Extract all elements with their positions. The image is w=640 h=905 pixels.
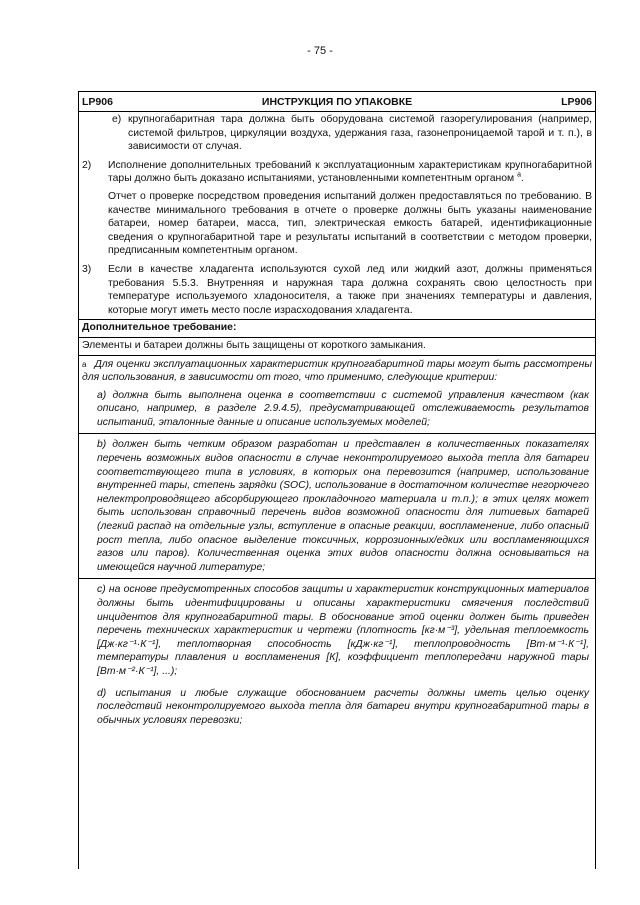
additional-requirement-text: Элементы и батареи должны быть защищены от короткого замыкания. [79,338,595,356]
page-number: - 75 - [307,45,333,57]
footnote-mark: a [82,359,87,369]
footnote-criterion-a: a) должна быть выполнена оценка в соответствии с системой управления качеством (как описано, например, в разделе 2.9.4.5), предусматривающей отслеживаемость результатов испытаний, эталонные данные и описание используемых моделей; [97,389,589,428]
item-3-number: 3) [82,263,92,275]
item-2-paragraph: Отчет о проверке посредством проведения испытаний должен предоставляться по требованию. В качестве минимального требования в отчете о проверке должны быть указаны наименование батареи, номер батареи, масса, тип, электрическая емкость батарей, идентификационные сведения о крупногабаритной таре и результаты испытаний в соответствии с методом проверки, предписанным компетентным органом. [108,190,592,257]
item-2: 2) Исполнение дополнительных требований к эксплуатационным характеристикам крупногабаритной тары должно быть доказано испытаниями, установленными компетентным органом $^a$. [82,159,592,185]
instruction-table [78,91,596,869]
header-code-left: LP906 [82,95,113,108]
footnote-intro [79,356,595,385]
item-e-label: e) [112,114,122,125]
header-title: ИНСТРУКЦИЯ ПО УПАКОВКЕ [261,95,413,108]
requirements-section [79,112,595,320]
footnote-ref: a [517,171,521,179]
item-2-text: Исполнение дополнительных требований к эксплуатационным характеристикам крупногабаритной тары должно быть доказано испытаниями, установленными компетентным органом [108,159,592,185]
item-3 [82,263,592,317]
item-e-text: крупногабаритная тара должна быть оборудована системой газорегулирования (например, системой фильтров, циркуляции воздуха, удержания газа, газонепроницаемой тарой и т. п.), в зависимости от случая. [128,114,592,153]
table-header [79,92,595,112]
header-code-right: LP906 [561,95,592,108]
footnote-criterion-d: d) испытания и любые служащие обоснованием расчеты должны иметь целью оценку последствий неконтролируемого выхода тепла для батареи внутри крупногабаритной тары в обычных условиях перевозки; [97,687,589,726]
item-e [82,113,592,154]
footnote-block [79,356,595,732]
additional-requirement-heading: Дополнительное требование: [79,320,595,338]
footnote-intro-text: Для оценки эксплуатационных характеристик крупногабаритной тары могут быть рассмотрены для использования, в зависимости от того, что применимо, следующие критерии: [82,358,592,384]
footnote-criterion-b: b) должен быть четким образом разработан и представлен в количественных показателях перечень возможных видов опасности в случае неконтролируемого выхода тепла для батареи соответствующего типа в условиях, в которых она перевозится (например, использование внутренней тары, степень зарядки (SOC), использование в достаточном количестве негорючего нелектропроводящего абсорбирующего прокладочного материала и т.п.); в этих целях может быть использован справочный перечень видов возможной опасности для литиевых батарей (легкий распад на отдельные узлы, вступление в опасные реакции, воспламенение, либо опасный рост тепла, либо опасное выделение токсичных, коррозионных/едких или воспламеняющихся газов или паров). Количественная оценка этих видов опасности должна основываться на имеющейся научной литературе; [79,433,595,578]
footnote-criterion-c: c) на основе предусмотренных способов защиты и характеристик конструкционных материалов должны быть идентифицированы и описаны характеристики смягчения последствий инцидентов для крупногабаритной тары. В обоснование этой оценки должен быть приведен перечень технических характеристик и чертежи (плотность [кг·м⁻³], удельная теплоемкость [Дж·кг⁻¹·К⁻¹], теплотворная способность [кДж·кг⁻¹], теплопроводность [Вт·м⁻¹·К⁻¹], температуры плавления и воспламенения [К], коэффициент теплопередачи наружной тары [Вт·м⁻²·К⁻¹], ...); [79,578,595,682]
item-2-number: 2) [82,159,92,171]
item-3-text: Если в качестве хладагента используются сухой лед или жидкий азот, должны применяться требования 5.5.3. Внутренняя и наружная тара должна сохранять свою целостность при температуре используемого хладоносителя, а также при значениях температуры и давления, которые могут иметь место после израсходования хладагента. [108,263,592,316]
